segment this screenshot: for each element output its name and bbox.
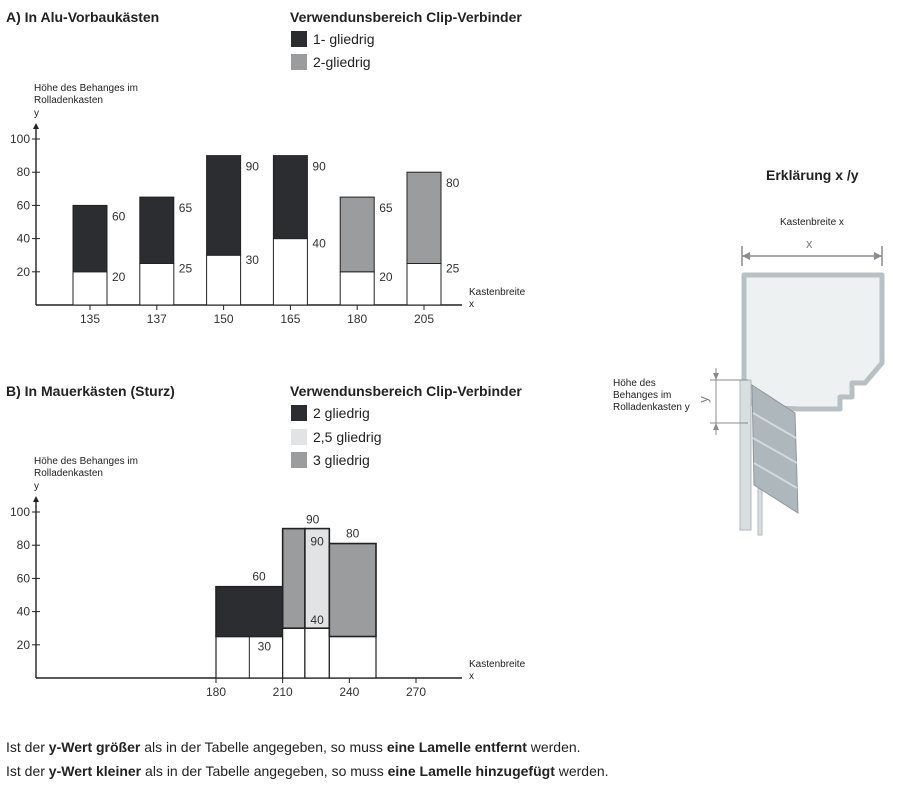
chart-b-y-tick-label: 80 [16, 538, 30, 553]
chart-a-bar-137 [140, 197, 174, 263]
chart-a-ylabel-var: y [34, 108, 39, 119]
chart-a-min-label: 30 [245, 253, 259, 268]
note-line-2: Ist der y-Wert kleiner als in der Tabelle angegeben, so muss eine Lamelle hinzugefügt werden. [6, 763, 609, 779]
chart-a-y-tick-label: 20 [16, 264, 30, 279]
note-line-1: Ist der y-Wert größer als in der Tabelle angegeben, so muss eine Lamelle entfernt werden. [6, 739, 581, 755]
chart-a-max-label: 65 [178, 201, 193, 216]
chart-a-base-bar [407, 264, 441, 306]
chart-b-base-bar [283, 628, 305, 678]
chart-a-base-bar [140, 264, 174, 306]
chart-b-y-tick-label: 60 [16, 571, 30, 586]
chart-b-data-label: 30 [257, 639, 272, 654]
chart-b-base-bar [305, 628, 329, 678]
chart-b-xlabel: Kastenbreite [469, 659, 526, 670]
chart-a-x-tick-label: 205 [413, 312, 435, 326]
chart-a-max-label: 60 [112, 209, 126, 224]
chart-b-data-label: 60 [252, 569, 266, 584]
chart-a-bar-150 [207, 156, 241, 256]
chart-a-max-label: 80 [446, 176, 460, 191]
chart-a-min-label: 25 [446, 261, 460, 276]
chart-a-x-tick-label: 150 [213, 312, 234, 326]
arrowhead-top [713, 373, 719, 380]
diagram-x-symbol: x [806, 236, 813, 251]
diagram-y-symbol: y [695, 396, 711, 403]
legend-b-title: Verwendunsbereich Clip-Verbinder [290, 383, 522, 399]
chart-a-bar-205 [407, 172, 441, 263]
guide-rail [740, 380, 751, 530]
chart-b-bar-3 [329, 544, 376, 637]
chart-a-bar-135 [73, 205, 107, 271]
section-a-title: A) In Alu-Vorbaukästen [6, 9, 160, 25]
chart-b-base-bar [329, 637, 376, 679]
chart-b-x-tick-label: 240 [339, 685, 360, 699]
legend-a-label-1: 1- gliedrig [313, 31, 375, 47]
chart-a-bar-180 [340, 197, 374, 272]
chart-b-y-tick-label: 20 [16, 637, 30, 652]
chart-a-min-label: 40 [312, 236, 326, 251]
chart-a-min-label: 25 [178, 261, 193, 276]
rolladenkasten-diagram [700, 235, 900, 545]
chart-b-bar-1 [283, 529, 305, 629]
chart-b-data-label: 90 [310, 534, 324, 549]
chart-a-base-bar [207, 255, 241, 305]
chart-a-bar-165 [273, 156, 307, 239]
chart-a-y-tick-label: 80 [16, 165, 30, 180]
diagram-hoehe-label: Höhe des Behanges im Rolladenkasten y [613, 378, 690, 413]
arrowhead-bottom [713, 423, 719, 430]
legend-a-title: Verwendunsbereich Clip-Verbinder [290, 9, 522, 25]
chart-a-base-bar [273, 239, 307, 305]
legend-b-label-3: 3 gliedrig [313, 452, 370, 468]
chart-b-x-tick-label: 180 [205, 685, 227, 699]
chart-a-min-label: 20 [379, 269, 393, 284]
legend-b-label-2: 2,5 gliedrig [313, 429, 382, 445]
chart-a-xlabel: Kastenbreite [469, 287, 526, 298]
chart-a-ylabel: Höhe des Behanges im Rolladenkasten [34, 83, 138, 106]
chart-b-xlabel-var: x [469, 671, 474, 682]
chart-b-data-label: 40 [310, 613, 324, 628]
chart-b-data-label: 80 [345, 526, 360, 541]
chart-a-base-bar [73, 272, 107, 305]
chart-a-y-axis-arrow [33, 123, 39, 129]
chart-b-y-axis-arrow [33, 496, 39, 502]
chart-b-ylabel-var: y [34, 481, 39, 492]
chart-b-x-tick-label: 210 [272, 685, 293, 699]
legend-a-label-2: 2-gliedrig [313, 54, 371, 70]
box-housing [744, 275, 882, 409]
chart-b-x-tick-label: 270 [405, 685, 427, 699]
chart-b-ylabel: Höhe des Behanges im Rolladenkasten [34, 456, 138, 479]
legend-b-label-1: 2 gliedrig [313, 405, 370, 421]
chart-a-y-tick-label: 60 [16, 198, 30, 213]
chart-a-base-bar [340, 272, 374, 305]
diagram-title: Erklärung x /y [766, 167, 859, 183]
section-b-title: B) In Mauerkästen (Sturz) [6, 383, 175, 399]
chart-b-y-tick-label: 100 [9, 505, 30, 519]
chart-a-max-label: 90 [312, 159, 326, 174]
chart-a-y-tick-label: 40 [16, 231, 30, 246]
chart-a-x-tick-label: 180 [347, 312, 368, 326]
diagram-kastenbreite-label: Kastenbreite x [780, 217, 844, 228]
chart-a-x-tick-label: 135 [79, 312, 101, 326]
arrowhead-right [874, 252, 882, 260]
chart-a-max-label: 65 [379, 201, 393, 216]
chart-a-y-tick-label: 100 [9, 132, 30, 146]
chart-a-max-label: 90 [245, 159, 259, 174]
chart-b-data-label: 90 [305, 512, 320, 527]
chart-b-bar-0 [216, 587, 283, 637]
chart-a-min-label: 20 [112, 269, 126, 284]
chart-a-x-tick-label: 137 [146, 312, 167, 326]
chart-a-x-tick-label: 165 [280, 312, 301, 326]
arrowhead-left [742, 252, 750, 260]
chart-b-y-tick-label: 40 [16, 604, 30, 619]
chart-a-xlabel-var: x [469, 299, 474, 310]
